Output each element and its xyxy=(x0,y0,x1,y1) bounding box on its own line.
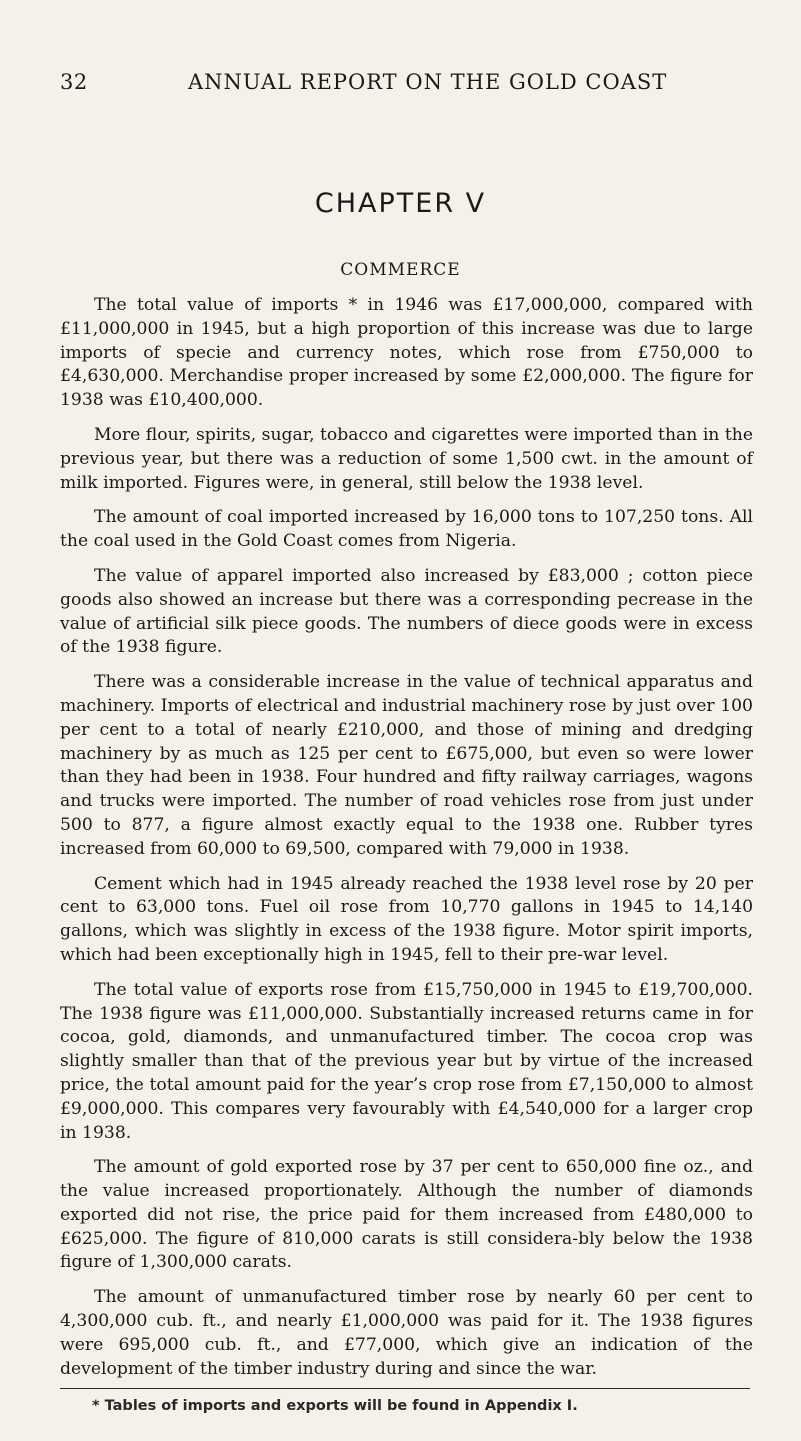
running-header xyxy=(60,70,750,100)
paragraph-exports-total: The total value of exports rose from £15,750,000 in 1945 to £19,700,000. The 1938 figure was £11,000,000. Substantially increased returns came in for cocoa, gold, diamonds, and unmanufactured timber. The cocoa crop was slightly smaller than that of the previous year but by virtue of the increased price, the total amount paid for the year’s crop rose from £7,150,000 to almost £9,000,000. This compares very favourably with £4,540,000 for a larger crop in 1938. xyxy=(60,979,753,1143)
paragraph-coal: The amount of coal imported increased by 16,000 tons to 107,250 tons. All the coal used in the Gold Coast comes from Nigeria. xyxy=(60,507,753,552)
chapter-title: CHAPTER V xyxy=(314,188,487,219)
page-number: 32 xyxy=(60,70,88,94)
paragraph-foodstuffs: More flour, spirits, sugar, tobacco and cigarettes were imported than in the previous year, but there was a reduction of some 1,500 cwt. in the amount of milk imported. Figures were, in general, still below the 1938 level. xyxy=(60,424,753,493)
body-text xyxy=(60,294,753,1392)
paragraph-timber: The amount of unmanufactured timber rose by nearly 60 per cent to 4,300,000 cub. ft., and nearly £1,000,000 was paid for it. The 1938 figures were 695,000 cub. ft., and £77,000, which give an indication of the development of the timber industry during and since the war. xyxy=(60,1287,753,1379)
paragraph-apparel: The value of apparel imported also increased by £83,000 ; cotton piece goods also showed an increase but there was a corresponding pecrease in the value of artificial silk piece goods. The numbers of diece goods were in excess of the 1938 figure. xyxy=(60,565,753,658)
footnote: * Tables of imports and exports will be found in Appendix I. xyxy=(92,1398,578,1414)
footnote-divider xyxy=(60,1388,750,1389)
paragraph-cement-fuel: Cement which had in 1945 already reached the 1938 level rose by 20 per cent to 63,000 tons. Fuel oil rose from 10,770 gallons in 1945 to 14,140 gallons, which was slightly in excess of the 1938 figure. Motor spirit imports, which had been exceptionally high in 1945, fell to their pre-war level. xyxy=(60,873,753,965)
section-title: COMMERCE xyxy=(340,260,461,280)
running-title: ANNUAL REPORT ON THE GOLD COAST xyxy=(188,70,668,94)
paragraph-gold-diamonds: The amount of gold exported rose by 37 per cent to 650,000 fine oz., and the value increased proportionately. Although the number of diamonds exported did not rise, the price paid for them increased from £480,000 to £625,000. The figure of 810,000 carats is still considera-bly below the 1938 figure of 1,300,000 carats. xyxy=(60,1157,753,1273)
paragraph-imports-total: The total value of imports * in 1946 was £17,000,000, compared with £11,000,000 in 1945, but a high proportion of this increase was due to large imports of specie and currency notes, which rose from £750,000 to £4,630,000. Merchandise proper increased by some £2,000,000. The figure for 1938 was £10,400,000. xyxy=(60,295,753,411)
paragraph-machinery: There was a considerable increase in the value of technical apparatus and machinery. Imports of electrical and industrial machinery rose by just over 100 per cent to a total of nearly £210,000, and those of mining and dredging machinery by as much as 125 per cent to £675,000, but even so were lower than they had been in 1938. Four hundred and fifty railway carriages, wagons and trucks were imported. The number of road vehicles rose from just under 500 to 877, a figure almost exactly equal to the 1938 one. Rubber tyres increased from 60,000 to 69,500, compared with 79,000 in 1938. xyxy=(60,672,753,859)
